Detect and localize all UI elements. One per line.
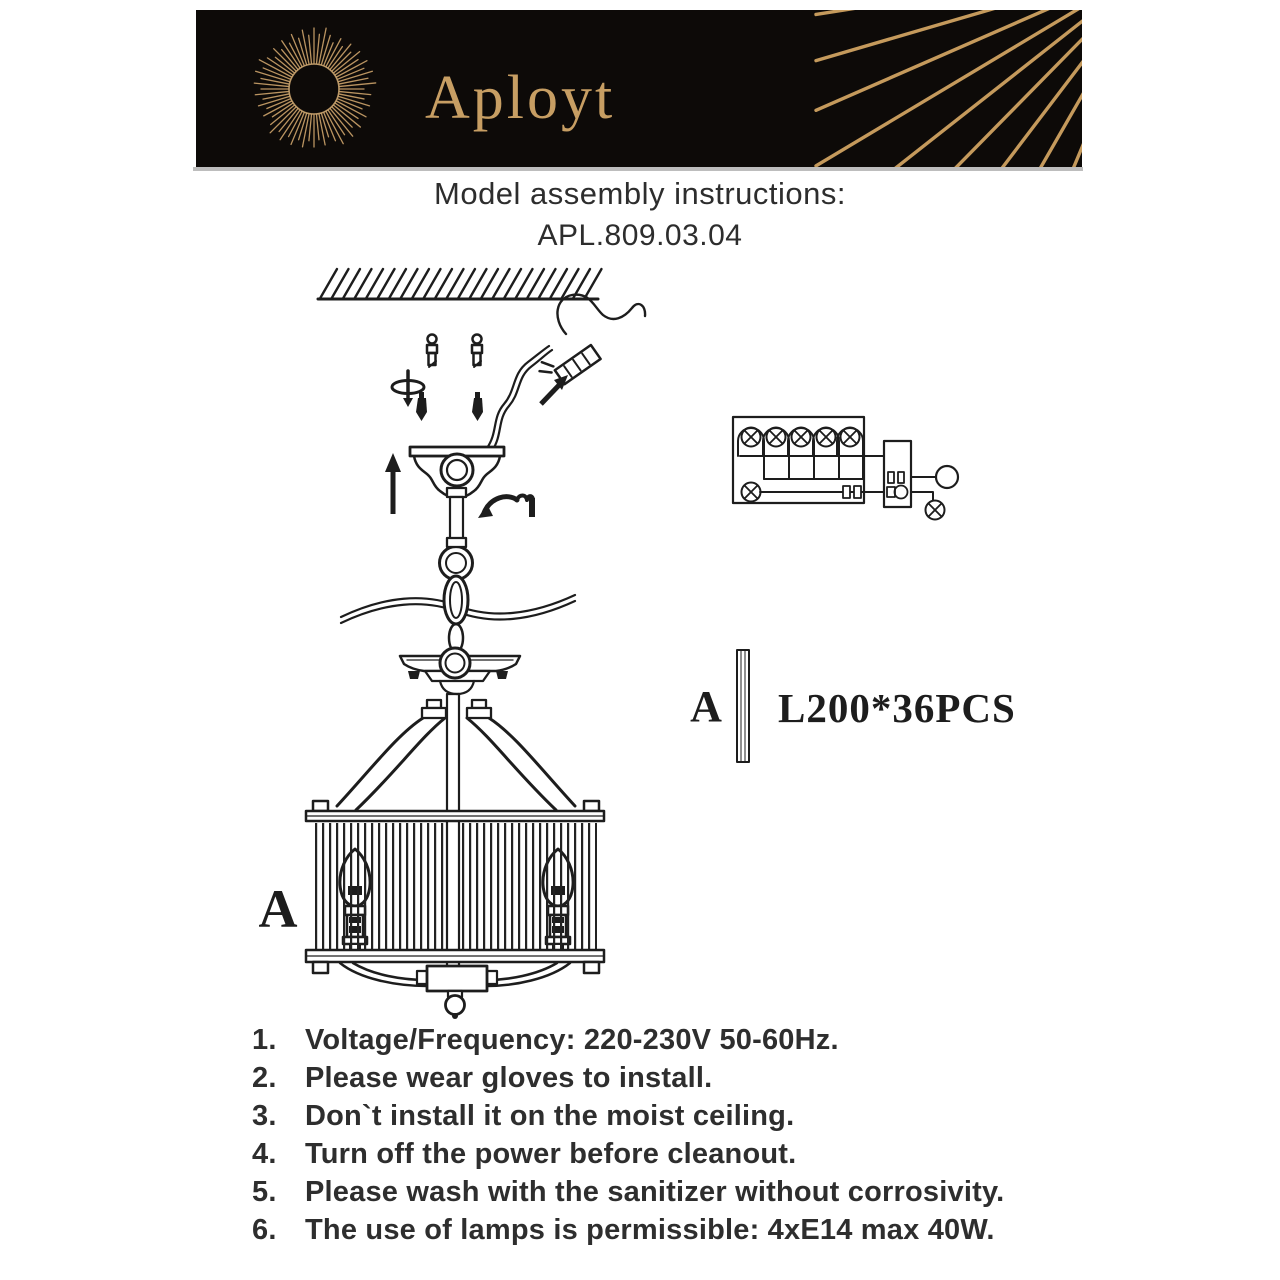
page-title: Model assembly instructions:: [434, 176, 846, 211]
ceiling: [318, 269, 602, 299]
anchor-icon: [472, 335, 482, 368]
finial-ball: [446, 996, 465, 1015]
hook-icon: [478, 496, 533, 519]
item-text: Please wash with the sanitizer without corrosivity.: [305, 1176, 1005, 1208]
lamp-icon: [837, 428, 863, 457]
insert-arrow-icon: [541, 375, 568, 404]
shade-part-label: A: [258, 879, 298, 939]
list-item: [252, 1214, 1062, 1252]
item-text: Turn off the power before cleanout.: [305, 1138, 797, 1170]
wire-loop: [557, 295, 645, 334]
lamp-icon: [742, 483, 761, 502]
list-item: [252, 1176, 1062, 1214]
crystal-rod: [737, 650, 749, 762]
item-text: Please wear gloves to install.: [305, 1062, 713, 1094]
lamp-icon: [926, 501, 945, 520]
up-arrow-icon: [385, 453, 401, 514]
supply-wire: [487, 295, 645, 451]
screw-icon: [472, 392, 483, 421]
item-text: Voltage/Frequency: 220-230V 50-60Hz.: [305, 1024, 839, 1056]
terminal-connector: [536, 334, 600, 392]
list-item: [252, 1138, 1062, 1176]
item-text: Don`t install it on the moist ceiling.: [305, 1100, 795, 1132]
chain-assembly: [341, 547, 575, 679]
legend-part-label: A: [690, 682, 722, 731]
part-legend: [690, 650, 1016, 762]
lamp-icon: [763, 428, 789, 457]
ceiling-hatch: [320, 269, 602, 299]
brand-logo-text: Aployt: [425, 64, 616, 132]
center-rod: [447, 694, 459, 968]
ceiling-canopy: [410, 447, 504, 547]
item-number: 2.: [252, 1062, 277, 1094]
list-item: [252, 1062, 1062, 1100]
bottom-assembly: [340, 963, 570, 1019]
switch-icon: [936, 466, 958, 488]
terminal-block: [884, 441, 911, 507]
anchor-icon: [427, 335, 437, 368]
legend-spec: L200*36PCS: [778, 685, 1016, 731]
lamp-icon: [788, 428, 814, 457]
lamp-icon: [813, 428, 839, 457]
list-item: [252, 1024, 1062, 1062]
chain-link: [444, 576, 468, 624]
instruction-list: [252, 1024, 1062, 1252]
item-number: 3.: [252, 1100, 277, 1132]
lamp-icon: [738, 428, 764, 457]
canopy-ring: [441, 454, 473, 486]
chandelier: [306, 447, 604, 1019]
item-text: The use of lamps is permissible: 4xE14 max 40W.: [305, 1214, 995, 1246]
wiring-diagram: [733, 417, 958, 520]
item-number: 4.: [252, 1138, 277, 1170]
model-number: APL.809.03.04: [537, 219, 743, 252]
list-item: [252, 1100, 1062, 1138]
screw-icon: [416, 392, 427, 421]
item-number: 6.: [252, 1214, 277, 1246]
item-number: 5.: [252, 1176, 277, 1208]
item-number: 1.: [252, 1024, 277, 1056]
